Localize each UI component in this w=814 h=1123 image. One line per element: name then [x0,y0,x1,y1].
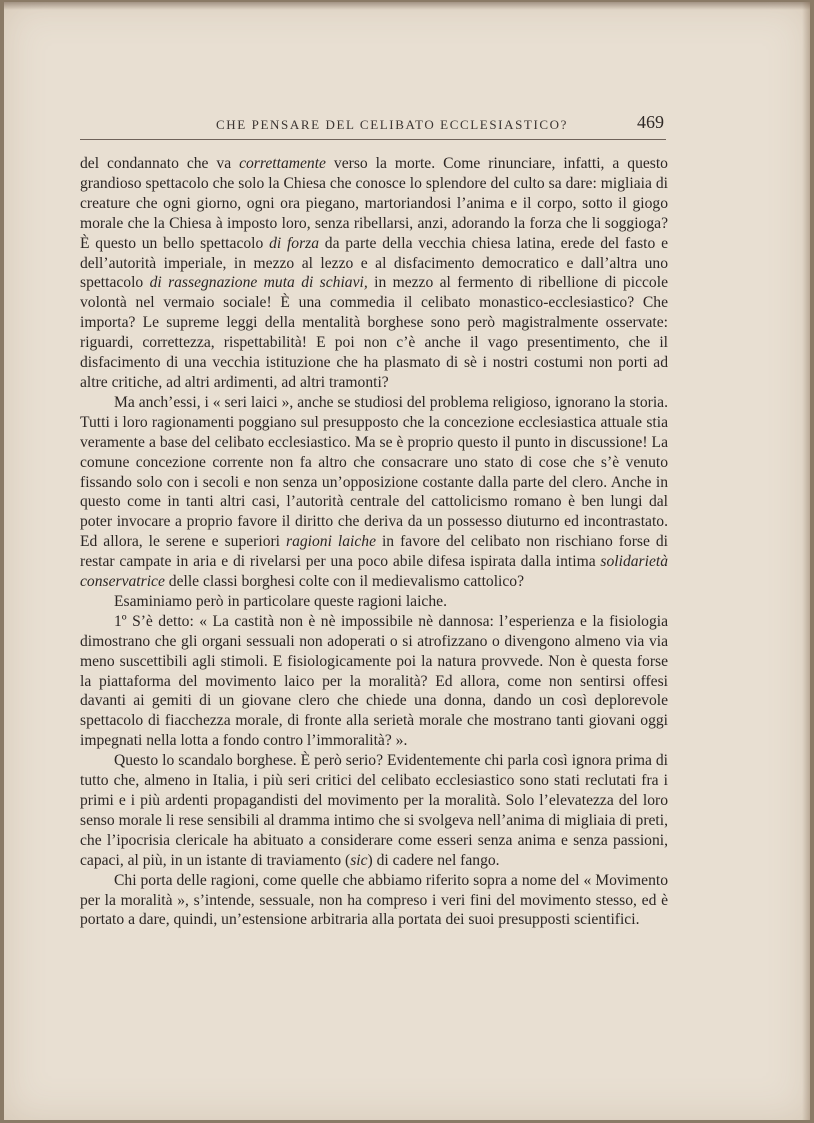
italic-text: solidarietà conservatrice [80,553,668,591]
text-run: in favore del celibato non rischiano forse di restar campate in aria e di rivelarsi per una poco abile difesa ispirata dalla intima [80,533,668,571]
running-title: CHE PENSARE DEL CELIBATO ECCLESIASTICO? [216,117,569,132]
text-run: 1º S’è detto: « La castità non è nè impossibile nè dannosa: l’esperienza e la fisiologia dimostrano che gli organi sessuali non adoperati o si atrofizzano o divengono almeno via via meno suscettibili agli stimoli. E fisiologicamente poi la natura provvede. Non è questa forse la piattaforma del movimento laico per la moralità? Ed allora, come non sentirsi offesi davanti ai gemiti di un giovane clero che chiede una donna, dando un così deplorevole spettacolo di fiacchezza morale, di fronte alla serietà morale che mostrano tanti giovani oggi impegnati nella lotta a fondo contro l’immoralità? ». [80,612,668,750]
text-run: ) di cadere nel fango. [367,851,500,869]
body-text [80,154,668,930]
text-run: verso la morte. Come rinunciare, infatti, a questo grandioso spettacolo che solo la Chiesa che conosce lo splendore del culto sa dare: migliaia di creature che ogni giorno, ogni ora piegano, martoriandosi l’anima e il corpo, sotto il giogo morale che la Chiesa à imposto loro, senza ribellarsi, anzi, adorando la forza che li soggioga? È questo un bello spettacolo [80,155,668,252]
italic-text: di rassegnazione muta di schiavi, [149,274,368,292]
page-right-shadow [802,2,810,1120]
italic-text: correttamente [239,155,326,172]
paragraph [80,393,668,592]
header-rule [80,139,666,140]
text-run: Questo lo scandalo borghese. È però serio? Evidentemente chi parla così ignora prima di tutto che, almeno in Italia, i più seri critici del celibato ecclesiastico sono stati reclutati fra i primi e i più ardenti propagandisti del movimento per la moralità. Solo l’elevatezza del loro senso morale li rese sensibili al dramma intimo che si svolgeva nell’anima di migliaia di preti, che l’ipocrisia clericale ha abituato a considerare come esseri senza anima e senza passioni, capaci, al più, in un istante di traviamento ( [80,752,668,869]
italic-text: di forza [269,234,320,252]
text-run: del condannato che va [80,155,240,172]
text-run: delle classi borghesi colte con il medievalismo cattolico? [164,573,525,591]
text-run: Esaminiamo però in particolare queste ragioni laiche. [114,592,447,610]
page-number: 469 [637,112,664,132]
text-run: Ma anch’essi, i « seri laici », anche se studiosi del problema religioso, ignorano la storia. Tutti i loro ragionamenti poggiano sul presupposto che la concezione ecclesiastica attuale stia veramente a base del celibato ecclesiastico. Ma se è proprio questo il punto in discussione! La comune concezione corrente non fa altro che consacrare uno stato di cose che s’è venuto fissando solo con i secoli e non senza un’opposizione costante dalla parte del clero. Anche in questo come in tanti altri casi, l’autorità centrale del cattolicismo romano è ben lungi dal poter invocare a proprio favore il diritto che deriva da un possesso diuturno ed incontrastato. Ed allora, le serene e superiori [80,393,668,551]
paragraph [80,154,668,393]
text-run: Chi porta delle ragioni, come quelle che abbiamo riferito sopra a nome del « Movimento per la moralità », s’intende, sessuale, non ha compreso i veri fini del movimento stesso, ed è portato a dare, quindi, un’estensione arbitraria alla portata dei suoi presupposti scientifici. [80,871,668,929]
italic-text: ragioni laiche [286,533,376,551]
text-run: da parte della vecchia chiesa latina, erede del fasto e dell’autorità imperiale, in mezzo al lezzo e al disfacimento democratico e dall’altra uno spettacolo [80,234,669,292]
running-header [80,112,670,136]
paragraph [80,612,668,751]
italic-text: sic [350,851,368,869]
paragraph [80,751,668,870]
paragraph [80,592,668,612]
page-top-shadow [4,2,810,10]
text-run: in mezzo al fermento di ribellione di piccole volontà nel vermaio sociale! È una commedia il celibato monastico-ecclesiastico? Che importa? Le supreme leggi della mentalità borghese sono però magistralmente osservate: riguardi, correttezza, rispettabilità! E poi non c’è anche il vago presentimento, che il disfacimento di una vecchia istituzione che ha plasmato di sè i nostri costumi non porti ad altre critiche, ad altri ardimenti, ad altri tramonti? [80,274,668,391]
paragraph [80,871,668,931]
